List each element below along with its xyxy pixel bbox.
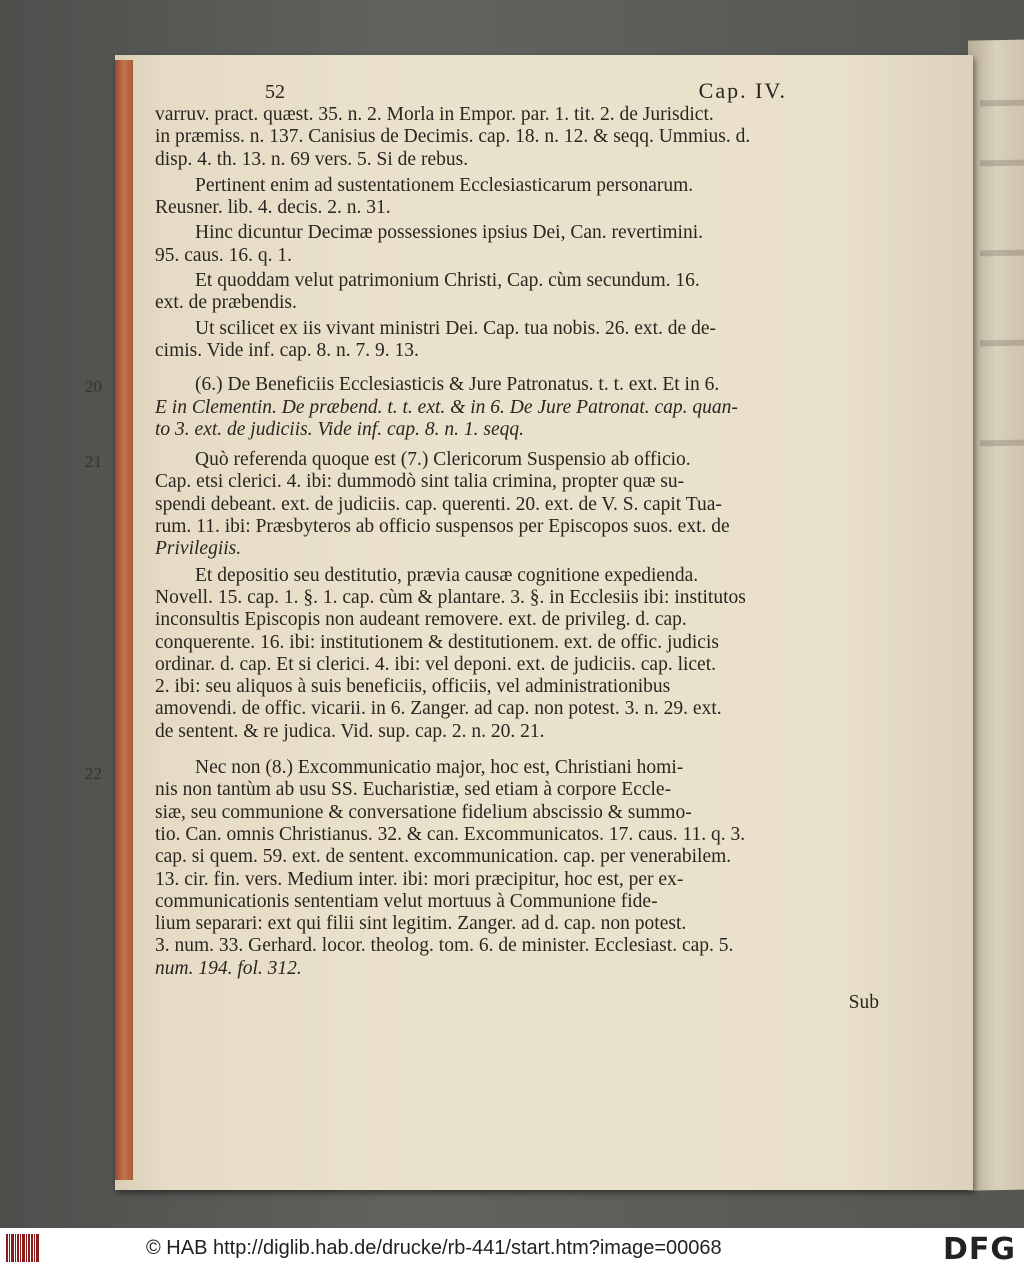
text-line: varruv. pract. quæst. 35. n. 2. Morla in Empor. par. 1. tit. 2. de Jurisdict. bbox=[155, 104, 714, 125]
paragraph bbox=[155, 175, 895, 220]
paragraph-20 bbox=[85, 374, 895, 441]
text-line: 2. ibi: seu aliquos à suis beneficiis, officiis, vel administrationibus bbox=[155, 676, 671, 698]
margin-number: 20 bbox=[85, 377, 102, 397]
text-line: 95. caus. 16. q. 1. bbox=[155, 244, 293, 266]
text-line: num. 194. fol. 312. bbox=[155, 957, 302, 979]
text-line: Nec non (8.) Excommunicatio major, hoc est, Christiani homi- bbox=[195, 757, 684, 779]
page-number: 52 bbox=[265, 81, 285, 103]
text-line: Et quoddam velut patrimonium Christi, Cap. cùm secundum. 16. bbox=[195, 270, 700, 292]
hab-barcode-logo bbox=[6, 1234, 46, 1262]
text-line: cimis. Vide inf. cap. 8. n. 7. 9. 13. bbox=[155, 339, 419, 361]
page-binding-edge bbox=[115, 60, 133, 1180]
copyright-link[interactable]: © HAB http://diglib.hab.de/drucke/rb-441/start.htm?image=00068 bbox=[146, 1236, 722, 1259]
paragraph bbox=[155, 222, 895, 267]
text-line: Cap. etsi clerici. 4. ibi: dummodò sint talia crimina, propter quæ su- bbox=[155, 471, 685, 493]
paragraph-22 bbox=[85, 757, 895, 980]
viewer-footer bbox=[0, 1228, 1024, 1268]
text-line: Pertinent enim ad sustentationem Ecclesiasticarum personarum. bbox=[195, 174, 694, 196]
text-line: spendi debeant. ext. de judiciis. cap. querenti. 20. ext. de V. S. capit Tua- bbox=[155, 493, 722, 515]
paragraph-21 bbox=[85, 449, 895, 560]
text-line: siæ, seu communione & conversatione fidelium abscissio & summo- bbox=[155, 801, 692, 823]
dfg-logo: DFG bbox=[942, 1232, 1016, 1267]
text-line: tio. Can. omnis Christianus. 32. & can. Excommunicatos. 17. caus. 11. q. 3. bbox=[155, 823, 746, 845]
page-header bbox=[155, 80, 895, 104]
text-line: ordinar. d. cap. Et si clerici. 4. ibi: vel deponi. ext. de judiciis. cap. licet. bbox=[155, 653, 717, 675]
text-line: Quò referenda quoque est (7.) Clericorum Suspensio ab officio. bbox=[195, 449, 691, 471]
top-lines bbox=[155, 104, 895, 171]
text-line: inconsultis Episcopis non audeant removere. ext. de privileg. d. cap. bbox=[155, 609, 687, 631]
text-line: de sentent. & re judica. Vid. sup. cap. 2. n. 20. 21. bbox=[155, 720, 545, 742]
text-line: to 3. ext. de judiciis. Vide inf. cap. 8. n. 1. seqq. bbox=[155, 418, 524, 440]
paragraph bbox=[155, 565, 895, 743]
running-head: Cap. IV. bbox=[698, 78, 787, 103]
adjacent-page-edge bbox=[968, 39, 1024, 1190]
text-line: ext. de præbendis. bbox=[155, 292, 297, 314]
paragraph bbox=[155, 318, 895, 363]
text-line: rum. 11. ibi: Præsbyteros ab officio suspensos per Episcopos suos. ext. de bbox=[155, 516, 730, 538]
text-line: communicationis sententiam velut mortuus à Communione fide- bbox=[155, 890, 658, 912]
text-line: (6.) De Beneficiis Ecclesiasticis & Jure Patronatus. t. t. ext. Et in 6. bbox=[195, 374, 720, 396]
margin-number: 22 bbox=[85, 764, 102, 784]
page-text bbox=[85, 78, 895, 1014]
text-line: disp. 4. th. 13. n. 69 vers. 5. Si de rebus. bbox=[155, 148, 469, 170]
text-line: E in Clementin. De præbend. t. t. ext. & in 6. De Jure Patronat. cap. quan- bbox=[155, 396, 738, 418]
text-line: 13. cir. fin. vers. Medium inter. ibi: mori præcipitur, hoc est, per ex- bbox=[155, 868, 684, 890]
text-line: in præmiss. n. 137. Canisius de Decimis. cap. 18. n. 12. & seqq. Ummius. d. bbox=[155, 126, 751, 148]
text-line: Novell. 15. cap. 1. §. 1. cap. cùm & plantare. 3. §. in Ecclesiis ibi: institutos bbox=[155, 586, 746, 608]
text-line: lium separari: ext qui filii sint legitim. Zanger. ad d. cap. non potest. bbox=[155, 913, 687, 935]
paragraph bbox=[155, 270, 895, 315]
text-line: Et depositio seu destitutio, prævia causæ cognitione expedienda. bbox=[195, 564, 699, 586]
text-line: conquerente. 16. ibi: institutionem & destitutionem. ext. de offic. judicis bbox=[155, 631, 719, 653]
text-line: cap. si quem. 59. ext. de sentent. excommunication. cap. per venerabilem. bbox=[155, 846, 732, 868]
text-line: Reusner. lib. 4. decis. 2. n. 31. bbox=[155, 197, 391, 219]
catchword: Sub bbox=[848, 991, 879, 1013]
text-line: amovendi. de offic. vicarii. in 6. Zanger. ad cap. non potest. 3. n. 29. ext. bbox=[155, 698, 722, 720]
margin-number: 21 bbox=[85, 452, 102, 472]
text-line: Ut scilicet ex iis vivant ministri Dei. Cap. tua nobis. 26. ext. de de- bbox=[195, 317, 716, 339]
text-line: Privilegiis. bbox=[155, 538, 242, 560]
text-line: nis non tantùm ab usu SS. Eucharistiæ, sed etiam à corpore Eccle- bbox=[155, 779, 672, 801]
text-line: Hinc dicuntur Decimæ possessiones ipsius Dei, Can. revertimini. bbox=[195, 222, 704, 244]
text-line: 3. num. 33. Gerhard. locor. theolog. tom. 6. de minister. Ecclesiast. cap. 5. bbox=[155, 935, 734, 957]
